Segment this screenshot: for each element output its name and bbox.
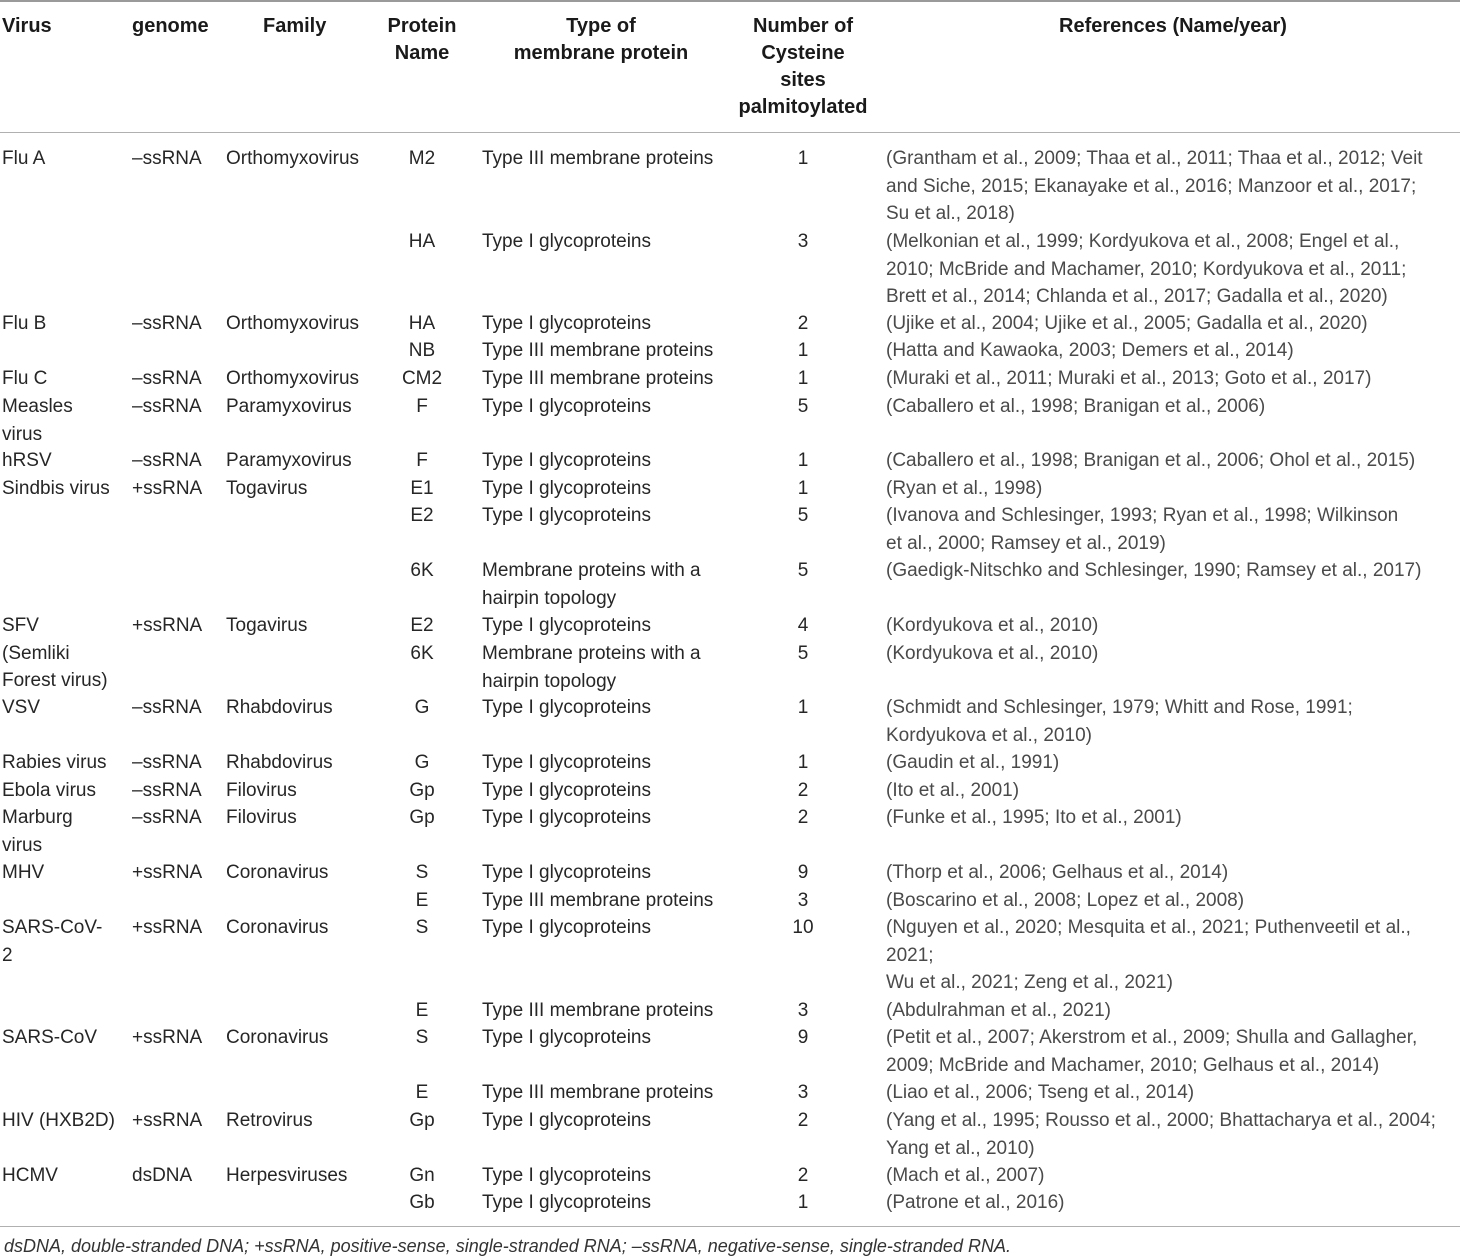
cell-refs: (Gaedigk-Nitschko and Schlesinger, 1990; Ramsey et al., 2017)	[886, 560, 1422, 581]
cell-virus: hRSV	[2, 450, 52, 471]
cell-virus: Marburg virus	[2, 807, 73, 856]
cell-type: Type I glycoproteins	[482, 505, 651, 526]
cell-virus: Flu C	[2, 368, 48, 389]
cell-virus: SFV (Semliki Forest virus)	[2, 615, 108, 691]
cell-refs: (Caballero et al., 1998; Branigan et al., 2006)	[886, 396, 1266, 417]
cell-genome: +ssRNA	[132, 478, 203, 499]
cell-family: Filovirus	[226, 780, 297, 801]
cell-virus: Flu A	[2, 148, 46, 169]
bottom-rule	[0, 1226, 1460, 1227]
cell-family: Coronavirus	[226, 917, 329, 938]
cell-cys: 1	[797, 1192, 809, 1213]
cell-virus: Measles virus	[2, 396, 73, 445]
cell-protein: Gp	[409, 1110, 435, 1131]
cell-protein: 6K	[410, 560, 434, 581]
cell-cys: 1	[797, 450, 809, 471]
cell-family: Filovirus	[226, 807, 297, 828]
cell-genome: –ssRNA	[132, 697, 202, 718]
cell-virus: SARS-CoV	[2, 1027, 98, 1048]
cell-cys: 3	[797, 1082, 809, 1103]
cell-type: Type I glycoproteins	[482, 752, 651, 773]
cell-genome: –ssRNA	[132, 148, 202, 169]
cell-refs: (Boscarino et al., 2008; Lopez et al., 2008)	[886, 890, 1245, 911]
cell-type: Type I glycoproteins	[482, 450, 651, 471]
header-genome: genome	[132, 15, 209, 37]
cell-refs: (Thorp et al., 2006; Gelhaus et al., 2014)	[886, 862, 1229, 883]
cell-genome: –ssRNA	[132, 780, 202, 801]
cell-protein: G	[414, 697, 430, 718]
header-references: References (Name/year)	[1059, 15, 1287, 37]
cell-virus: HCMV	[2, 1165, 58, 1186]
cell-refs: (Mach et al., 2007)	[886, 1165, 1045, 1186]
cell-family: Coronavirus	[226, 1027, 329, 1048]
cell-refs: (Kordyukova et al., 2010)	[886, 643, 1099, 664]
header-membrane-type: Type of membrane protein	[513, 15, 689, 64]
cell-cys: 3	[797, 1000, 809, 1021]
cell-protein: F	[416, 450, 428, 471]
cell-type: Type I glycoproteins	[482, 807, 651, 828]
cell-refs: (Funke et al., 1995; Ito et al., 2001)	[886, 807, 1182, 828]
cell-protein: Gp	[409, 780, 435, 801]
cell-type: Type I glycoproteins	[482, 862, 651, 883]
cell-cys: 1	[797, 752, 809, 773]
cell-genome: +ssRNA	[132, 615, 203, 636]
cell-family: Togavirus	[226, 478, 308, 499]
cell-virus: SARS-CoV- 2	[2, 917, 103, 966]
cell-genome: –ssRNA	[132, 450, 202, 471]
cell-cys: 2	[797, 807, 809, 828]
cell-protein: M2	[408, 148, 436, 169]
cell-cys: 1	[797, 148, 809, 169]
cell-family: Orthomyxovirus	[226, 148, 360, 169]
cell-type: Type III membrane proteins	[482, 1082, 714, 1103]
cell-protein: F	[416, 396, 428, 417]
cell-cys: 5	[797, 643, 809, 664]
cell-type: Type I glycoproteins	[482, 396, 651, 417]
cell-protein: Gp	[409, 807, 435, 828]
cell-genome: +ssRNA	[132, 917, 203, 938]
cell-type: Type I glycoproteins	[482, 231, 651, 252]
cell-protein: S	[415, 862, 429, 883]
cell-refs: (Melkonian et al., 1999; Kordyukova et al., 2008; Engel et al., 2010; McBride and Machamer, 2010; Kordyukova et al., 2011; Brett et al., 2014; Chlanda et al., 2017; Gadalla et al., 2020)	[886, 231, 1407, 307]
cell-cys: 2	[797, 780, 809, 801]
cell-virus: Sindbis virus	[2, 478, 110, 499]
cell-cys: 5	[797, 396, 809, 417]
cell-cys: 5	[797, 505, 809, 526]
cell-protein: E	[415, 1082, 429, 1103]
cell-refs: (Muraki et al., 2011; Muraki et al., 2013; Goto et al., 2017)	[886, 368, 1372, 389]
header-family: Family	[263, 15, 327, 37]
cell-refs: (Ito et al., 2001)	[886, 780, 1020, 801]
cell-family: Paramyxovirus	[226, 396, 352, 417]
cell-protein: E1	[410, 478, 434, 499]
cell-genome: –ssRNA	[132, 807, 202, 828]
cell-refs: (Ujike et al., 2004; Ujike et al., 2005; Gadalla et al., 2020)	[886, 313, 1368, 334]
cell-protein: 6K	[410, 643, 434, 664]
cell-refs: (Ryan et al., 1998)	[886, 478, 1043, 499]
header-protein-name: Protein Name	[387, 15, 457, 64]
cell-protein: G	[414, 752, 430, 773]
cell-protein: HA	[408, 231, 436, 252]
cell-genome: +ssRNA	[132, 1027, 203, 1048]
cell-cys: 3	[797, 231, 809, 252]
cell-protein: HA	[408, 313, 436, 334]
cell-genome: dsDNA	[132, 1165, 193, 1186]
header-cysteine-sites: Number of Cysteine sites palmitoylated	[738, 15, 868, 118]
cell-cys: 2	[797, 1165, 809, 1186]
cell-protein: S	[415, 917, 429, 938]
cell-type: Membrane proteins with a hairpin topology	[482, 643, 701, 692]
cell-family: Rhabdovirus	[226, 752, 333, 773]
header-virus: Virus	[2, 15, 52, 37]
cell-family: Paramyxovirus	[226, 450, 352, 471]
cell-refs: (Liao et al., 2006; Tseng et al., 2014)	[886, 1082, 1195, 1103]
cell-refs: (Petit et al., 2007; Akerstrom et al., 2009; Shulla and Gallagher, 2009; McBride and Machamer, 2010; Gelhaus et al., 2014)	[886, 1027, 1418, 1076]
cell-type: Type III membrane proteins	[482, 368, 714, 389]
cell-type: Type III membrane proteins	[482, 1000, 714, 1021]
cell-genome: –ssRNA	[132, 368, 202, 389]
cell-family: Rhabdovirus	[226, 697, 333, 718]
cell-protein: CM2	[401, 368, 443, 389]
cell-virus: VSV	[2, 697, 41, 718]
cell-cys: 4	[797, 615, 809, 636]
cell-refs: (Kordyukova et al., 2010)	[886, 615, 1099, 636]
cell-genome: –ssRNA	[132, 396, 202, 417]
cell-family: Togavirus	[226, 615, 308, 636]
cell-family: Orthomyxovirus	[226, 313, 360, 334]
cell-family: Orthomyxovirus	[226, 368, 360, 389]
cell-cys: 1	[797, 340, 809, 361]
cell-genome: –ssRNA	[132, 752, 202, 773]
cell-protein: Gn	[409, 1165, 435, 1186]
cell-protein: E	[415, 1000, 429, 1021]
cell-refs: (Ivanova and Schlesinger, 1993; Ryan et al., 1998; Wilkinson et al., 2000; Ramsey et al., 2019)	[886, 505, 1399, 554]
cell-type: Type III membrane proteins	[482, 890, 714, 911]
cell-refs: (Caballero et al., 1998; Branigan et al., 2006; Ohol et al., 2015)	[886, 450, 1416, 471]
table-footnote: dsDNA, double-stranded DNA; +ssRNA, positive-sense, single-stranded RNA; –ssRNA, negative-sense, single-stranded RNA.	[4, 1236, 1011, 1256]
cell-genome: +ssRNA	[132, 862, 203, 883]
cell-cys: 2	[797, 1110, 809, 1131]
cell-cys: 10	[792, 917, 814, 938]
cell-cys: 1	[797, 368, 809, 389]
cell-refs: (Gaudin et al., 1991)	[886, 752, 1060, 773]
cell-genome: –ssRNA	[132, 313, 202, 334]
cell-type: Type I glycoproteins	[482, 917, 651, 938]
header-rule	[0, 132, 1460, 133]
cell-refs: (Grantham et al., 2009; Thaa et al., 2011; Thaa et al., 2012; Veit and Siche, 2015; Ekanayake et al., 2016; Manzoor et al., 2017; Su et al., 2018)	[886, 148, 1423, 224]
cell-refs: (Patrone et al., 2016)	[886, 1192, 1065, 1213]
cell-virus: Ebola virus	[2, 780, 96, 801]
cell-protein: Gb	[409, 1192, 435, 1213]
cell-refs: (Yang et al., 1995; Rousso et al., 2000; Bhattacharya et al., 2004; Yang et al., 2010)	[886, 1110, 1436, 1159]
cell-virus: MHV	[2, 862, 45, 883]
cell-type: Type I glycoproteins	[482, 1027, 651, 1048]
cell-genome: +ssRNA	[132, 1110, 203, 1131]
cell-virus: Flu B	[2, 313, 47, 334]
cell-type: Type I glycoproteins	[482, 1165, 651, 1186]
cell-refs: (Nguyen et al., 2020; Mesquita et al., 2021; Puthenveetil et al., 2021; Wu et al., 2021; Zeng et al., 2021)	[886, 917, 1411, 993]
cell-cys: 9	[797, 862, 809, 883]
cell-refs: (Abdulrahman et al., 2021)	[886, 1000, 1111, 1021]
cell-type: Type I glycoproteins	[482, 1192, 651, 1213]
cell-cys: 3	[797, 890, 809, 911]
cell-cys: 2	[797, 313, 809, 334]
cell-protein: E2	[410, 615, 434, 636]
cell-virus: Rabies virus	[2, 752, 107, 773]
cell-cys: 9	[797, 1027, 809, 1048]
cell-protein: NB	[408, 340, 436, 361]
cell-family: Herpesviruses	[226, 1165, 348, 1186]
cell-type: Membrane proteins with a hairpin topology	[482, 560, 701, 609]
cell-refs: (Schmidt and Schlesinger, 1979; Whitt and Rose, 1991; Kordyukova et al., 2010)	[886, 697, 1353, 746]
cell-protein: E	[415, 890, 429, 911]
cell-type: Type I glycoproteins	[482, 615, 651, 636]
cell-cys: 1	[797, 478, 809, 499]
cell-type: Type I glycoproteins	[482, 478, 651, 499]
top-rule	[0, 0, 1460, 2]
cell-family: Coronavirus	[226, 862, 329, 883]
cell-type: Type I glycoproteins	[482, 313, 651, 334]
cell-type: Type I glycoproteins	[482, 780, 651, 801]
cell-type: Type III membrane proteins	[482, 148, 714, 169]
cell-refs: (Hatta and Kawaoka, 2003; Demers et al., 2014)	[886, 340, 1294, 361]
cell-type: Type III membrane proteins	[482, 340, 714, 361]
cell-protein: E2	[410, 505, 434, 526]
cell-cys: 1	[797, 697, 809, 718]
cell-protein: S	[415, 1027, 429, 1048]
cell-virus: HIV (HXB2D)	[2, 1110, 115, 1131]
cell-type: Type I glycoproteins	[482, 697, 651, 718]
cell-type: Type I glycoproteins	[482, 1110, 651, 1131]
cell-cys: 5	[797, 560, 809, 581]
cell-family: Retrovirus	[226, 1110, 313, 1131]
